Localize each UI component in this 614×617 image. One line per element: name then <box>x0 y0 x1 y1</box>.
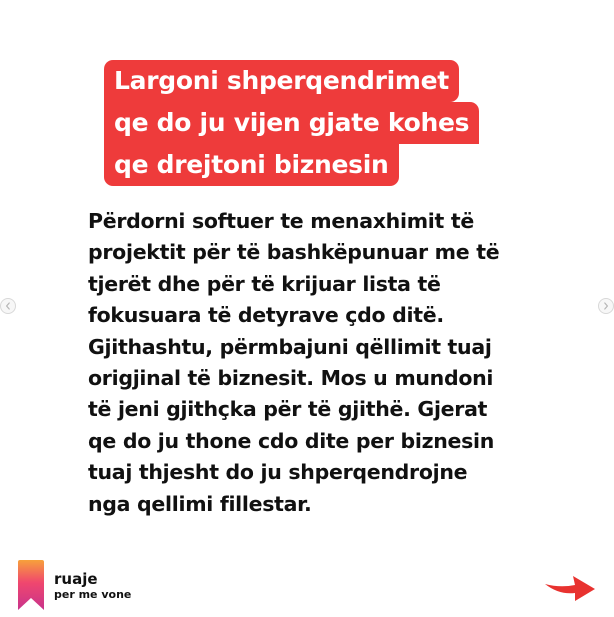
brand-logo <box>18 560 131 610</box>
brand-name: ruaje <box>54 570 98 588</box>
headline-line: qe drejtoni biznesin <box>104 144 399 186</box>
chevron-right-icon <box>602 302 610 310</box>
previous-slide-button[interactable] <box>0 298 16 314</box>
body-line: nga qellimi fillestar. <box>88 491 312 516</box>
headline-line: qe do ju vijen gjate kohes <box>104 102 479 144</box>
body-line: tuaj thjesht do ju shperqendrojne <box>88 460 468 485</box>
body-line: të jeni gjithçka për të gjithë. Gjerat <box>88 397 488 422</box>
bookmark-icon <box>18 560 44 610</box>
body-line: Gjithashtu, përmbajuni qëllimit tuaj <box>88 334 492 359</box>
headline-line: Largoni shperqendrimet <box>104 60 459 102</box>
body-line: origjinal të biznesit. Mos u mundoni <box>88 366 494 391</box>
body-paragraph <box>88 206 568 520</box>
body-line: projektit për të bashkëpunuar me të <box>88 240 500 265</box>
next-slide-button[interactable] <box>598 298 614 314</box>
body-line: qe do ju thone cdo dite per biznesin <box>88 428 495 453</box>
headline <box>104 60 479 186</box>
arrow-right-icon[interactable] <box>542 570 598 604</box>
body-line: tjerët dhe për të krijuar lista të <box>88 271 441 296</box>
chevron-left-icon <box>4 302 12 310</box>
body-line: Përdorni softuer te menaxhimit të <box>88 209 474 233</box>
brand-tagline: per me vone <box>54 588 132 601</box>
body-line: fokusuara të detyrave çdo ditë. <box>88 303 444 328</box>
brand-text <box>54 570 131 602</box>
